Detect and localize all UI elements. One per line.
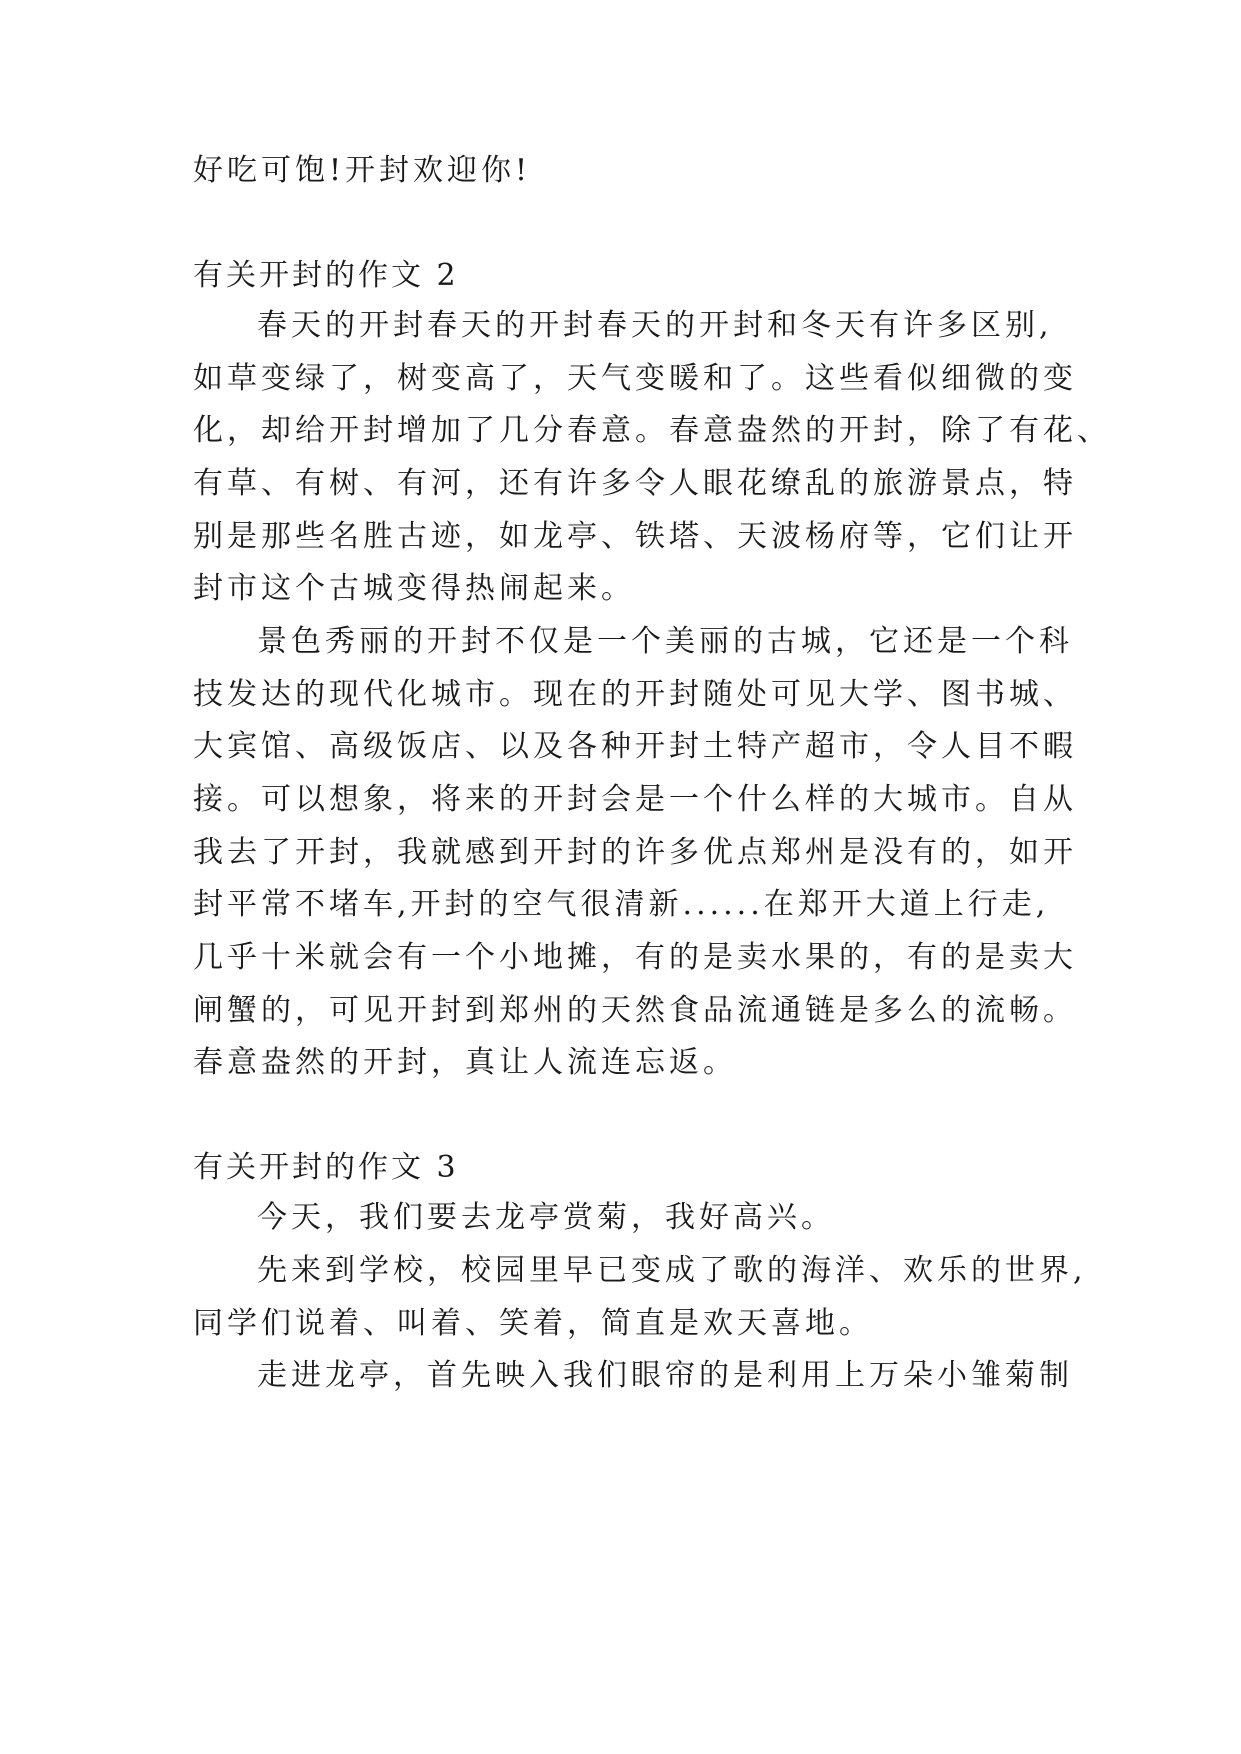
body-line: 如草变绿了，树变高了，天气变暖和了。这些看似细微的变 — [193, 361, 1077, 396]
closing-line: 好吃可饱!开封欢迎你! — [193, 153, 532, 188]
body-line: 封平常不堵车,开封的空气很清新......在郑开大道上行走, — [193, 887, 1050, 922]
body-line: 有草、有树、有河，还有许多令人眼花缭乱的旅游景点，特 — [193, 466, 1077, 501]
body-line: 景色秀丽的开封不仅是一个美丽的古城，它还是一个科 — [257, 624, 1073, 659]
body-line: 走进龙亭，首先映入我们眼帘的是利用上万朵小雏菊制 — [257, 1358, 1073, 1393]
body-line: 几乎十米就会有一个小地摊，有的是卖水果的，有的是卖大 — [193, 940, 1077, 975]
body-line: 今天，我们要去龙亭赏菊，我好高兴。 — [257, 1200, 835, 1235]
body-line: 闸蟹的，可见开封到郑州的天然食品流通链是多么的流畅。 — [193, 993, 1077, 1028]
body-line: 先来到学校，校园里早已变成了歌的海洋、欢乐的世界, — [257, 1253, 1087, 1288]
body-line: 大宾馆、高级饭店、以及各种开封土特产超市，令人目不暇 — [193, 729, 1077, 764]
body-line: 封市这个古城变得热闹起来。 — [193, 571, 635, 606]
body-line: 同学们说着、叫着、笑着，简直是欢天喜地。 — [193, 1306, 873, 1341]
section-heading-2: 有关开封的作文 2 — [193, 258, 459, 293]
body-line: 接。可以想象，将来的开封会是一个什么样的大城市。自从 — [193, 782, 1077, 817]
body-line: 化，却给开封增加了几分春意。春意盎然的开封，除了有花、 — [193, 413, 1111, 448]
body-line: 我去了开封，我就感到开封的许多优点郑州是没有的，如开 — [193, 835, 1077, 870]
section-heading-3: 有关开封的作文 3 — [193, 1150, 459, 1185]
body-line: 别是那些名胜古迹，如龙亭、铁塔、天波杨府等，它们让开 — [193, 519, 1077, 554]
body-line: 技发达的现代化城市。现在的开封随处可见大学、图书城、 — [193, 677, 1077, 712]
body-line: 春意盎然的开封，真让人流连忘返。 — [193, 1045, 737, 1080]
body-line: 春天的开封春天的开封春天的开封和冬天有许多区别, — [257, 308, 1053, 343]
